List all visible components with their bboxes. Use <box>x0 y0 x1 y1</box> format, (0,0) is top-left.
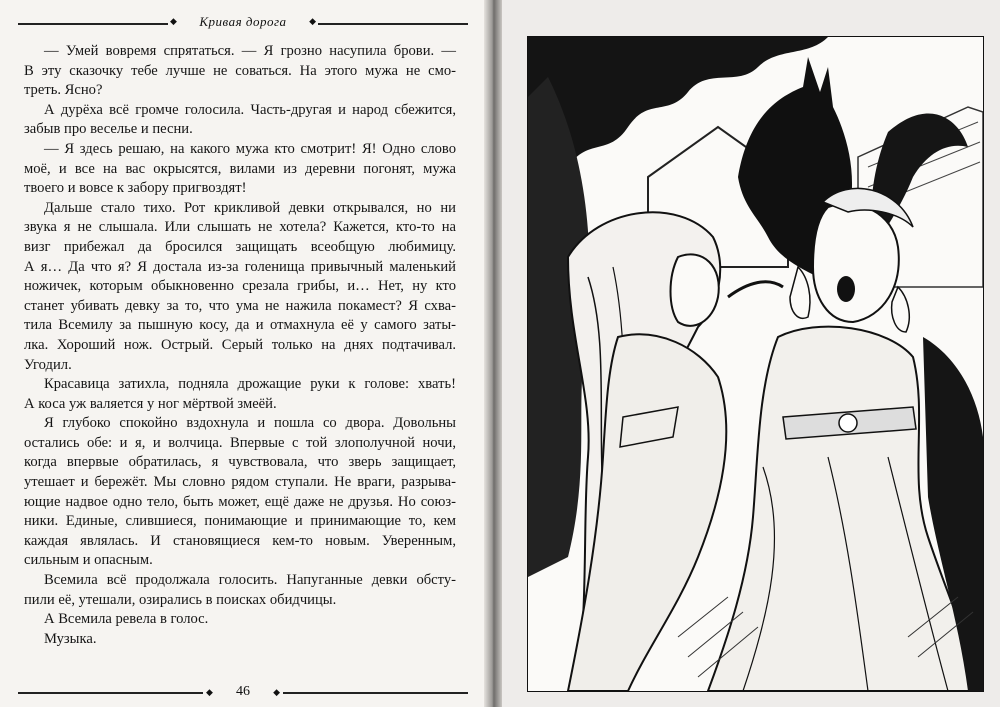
page-footer <box>18 683 468 703</box>
diamond-ornament-icon: ◆ <box>170 16 177 26</box>
book-gutter <box>484 0 502 707</box>
running-header <box>18 14 468 34</box>
text-line: ножичек, которым обыкновенно срезала грибы, и… Нет, ну кто <box>24 278 456 295</box>
header-rule-right <box>318 23 468 25</box>
text-line: звука я не слышала. Или слышать не хотела? Кажется, кто-то на <box>24 219 456 236</box>
text-line: А Всемила ревела в голос. <box>44 611 209 628</box>
text-line: визг прибежал да бросился защищать всеобщую любимицу. <box>24 238 456 255</box>
text-line: Музыка. <box>44 630 97 647</box>
left-page <box>0 0 486 707</box>
diamond-ornament-icon: ◆ <box>273 687 280 697</box>
text-line: ющие надвое одно тело, быть может, ещё даже не друзья. Но союз- <box>24 493 456 510</box>
text-line: А я… Да что я? Я достала из-за голенища привычный маленький <box>24 258 456 275</box>
text-line: ники. Единые, слившиеся, понимающие и принимающие то, кем <box>24 513 456 530</box>
body-text <box>24 42 456 649</box>
diamond-ornament-icon: ◆ <box>206 687 213 697</box>
footer-rule-right <box>283 692 468 694</box>
page-number: 46 <box>236 684 250 699</box>
text-line: Дальше стало тихо. Рот крикливой девки открывался, но ни <box>44 199 456 216</box>
text-line: забыв про веселье и песни. <box>24 121 193 138</box>
text-line: — Я здесь решаю, на какого мужа кто смотрит! Я! Одно слово <box>44 140 456 157</box>
running-title: Кривая дорога <box>199 14 287 29</box>
text-line: тила Всемилу за пышную косу, да и отмахнула её у самого заты- <box>24 317 456 334</box>
text-line: А дурёха всё громче голосила. Часть-другая и народ сбежится, <box>44 101 456 118</box>
text-line: сильным и опасным. <box>24 552 153 569</box>
text-line: треть. Ясно? <box>24 82 103 99</box>
text-line: утешает и бережёт. Мы словно рядом ступали. Не враги, разрыва- <box>24 474 456 491</box>
text-line: твоего и вовсе к забору пригвоздят! <box>24 180 247 197</box>
text-line: Угодил. <box>24 356 72 373</box>
diamond-ornament-icon: ◆ <box>309 16 316 26</box>
text-line: станет убивать девку за то, что ума не нажила покамест? Я схва- <box>24 297 456 314</box>
text-line: Всемила всё продолжала голосить. Напуганные девки обсту- <box>44 572 456 589</box>
text-line: Я глубоко спокойно вздохнула и пошла со двора. Довольны <box>44 415 456 432</box>
text-line: пили её, утешали, озирались в поисках обидчицы. <box>24 591 337 608</box>
illustration <box>527 36 984 692</box>
text-line: А коса уж валяется у ног мёртвой змеёй. <box>24 395 277 412</box>
text-line: — Умей вовремя спрятаться. — Я грозно насупила брови. — <box>44 43 456 59</box>
text-line: когда впервые обратилась, я чувствовала, что зверь защищает, <box>24 454 456 471</box>
text-line: остались обе: и я, и волчица. Впервые с той злополучной ночи, <box>24 434 456 451</box>
illustration-drawing <box>528 37 983 691</box>
text-line: моё, и все на вас окрысятся, вилами из деревни погонят, мужа <box>24 160 456 177</box>
text-line: В эту сказочку тебе лучше не соваться. На этого мужа не смо- <box>24 62 456 79</box>
text-line: Красавица затихла, подняла дрожащие руки к голове: хвать! <box>44 376 456 393</box>
text-line: каждая являлась. И становящиеся кем-то новым. Уверенным, <box>24 532 456 549</box>
text-line: лка. Хороший нож. Острый. Серый только на днях подтачивал. <box>24 336 456 353</box>
